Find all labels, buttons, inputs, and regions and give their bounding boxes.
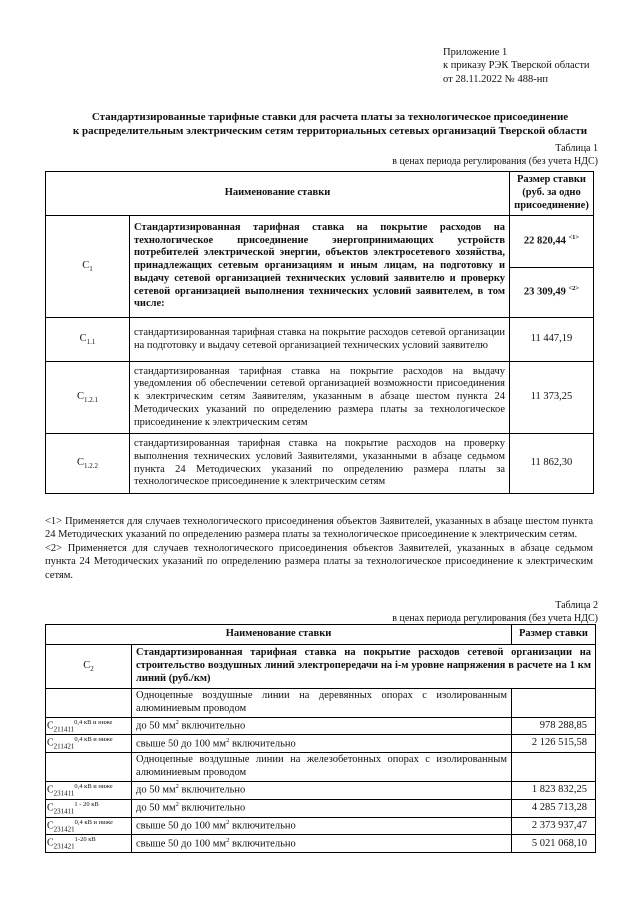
rate-name: свыше 50 до 100 $мм^2$ включительно <box>132 817 512 835</box>
rate-value: 22 820,44 $^{<1>}$ <box>510 216 594 268</box>
footnote: <2> Применяется для случаев технологического присоединения объектов Заявителей, указанных в абзаце седьмом пункта 24 Методических указаний по определению размера платы за технологическое присоединение к электрическим сетям. <box>45 542 593 581</box>
table2-header-size: Размер ставки <box>512 625 596 645</box>
rate-code: $С_{231421}^{0,4 кВ и ниже}$ <box>46 817 132 835</box>
rate-value: 11 373,25 <box>510 362 594 434</box>
table-row <box>46 735 596 753</box>
table-row <box>46 434 594 494</box>
rate-name: стандартизированная тарифная ставка на покрытие расходов сетевой организации на подготовку и выдачу сетевой организацией технических условий заявителю <box>130 318 510 362</box>
table2-period: в ценах периода регулирования (без учета НДС) <box>392 612 598 624</box>
rate-value: 5 021 068,10 <box>512 835 596 853</box>
table-row <box>46 835 596 853</box>
table1-label: Таблица 1 <box>555 143 598 154</box>
title-line: к распределительным электрическим сетям территориальных сетевых организаций Тверской области <box>72 125 588 138</box>
rate-value: 11 447,19 <box>510 318 594 362</box>
rate-code: $С_{211411}^{0,4 кВ и ниже}$ <box>46 717 132 735</box>
rate-value: 2 126 515,58 <box>512 735 596 753</box>
appendix-line: к приказу РЭК Тверской области <box>443 60 590 72</box>
rate-code: $С_{211421}^{0,4 кВ и ниже}$ <box>46 735 132 753</box>
rate-code: $С_{231411}^{0,4 кВ и ниже}$ <box>46 781 132 799</box>
table1 <box>45 171 594 494</box>
rate-name: свыше 50 до 100 $мм^2$ включительно <box>132 835 512 853</box>
rate-code: $С_{1.2.1}$ <box>46 362 130 434</box>
rate-value: 2 373 937,47 <box>512 817 596 835</box>
appendix-line: Приложение 1 <box>443 47 508 58</box>
rate-name: Стандартизированная тарифная ставка на покрытие расходов сетевой организации на строительство воздушных линий электропередачи на i-м уровне напряжения в расчете на 1 км линий (руб./км) <box>132 645 596 689</box>
appendix-line: от 28.11.2022 № 488-нп <box>443 73 548 85</box>
rate-name: стандартизированная тарифная ставка на покрытие расходов на проверку выполнения технических условий Заявителями, указанными в абзаце седьмом пункта 24 Методических указаний по определению размера платы за технологическое присоединение к электрическим сетям <box>130 434 510 494</box>
rate-code: $С_{1.2.2}$ <box>46 434 130 494</box>
document-title <box>40 110 620 139</box>
rate-value: 1 823 832,25 <box>512 781 596 799</box>
rate-name: до 50 $мм^2$ включительно <box>132 799 512 817</box>
table-row <box>46 817 596 835</box>
table-row <box>46 318 594 362</box>
footnote-ref: <2> <box>568 285 580 293</box>
table2-caption <box>392 600 598 625</box>
table-row <box>46 717 596 735</box>
rate-code: $С_{231411}^{1 - 20 кВ}$ <box>46 799 132 817</box>
table1-period: в ценах периода регулирования (без учета НДС) <box>392 155 598 167</box>
rate-value: 11 862,30 <box>510 434 594 494</box>
table2-header-name: Наименование ставки <box>46 625 512 645</box>
rate-name: стандартизированная тарифная ставка на покрытие расходов на выдачу уведомления об обеспечении сетевой организацией возможности присоединения к электрическим сетям Заявителям, указанным в абзаце шестом пункта 24 Методических указаний по определению размера платы за технологическое присоединение к электрическим сетям <box>130 362 510 434</box>
footnotes <box>45 515 593 582</box>
footnote-ref: <1> <box>568 234 580 242</box>
table-row <box>46 799 596 817</box>
group-name: Одноцепные воздушные линии на железобетонных опорах с изолированным алюминиевым проводом <box>132 753 512 782</box>
rate-code: $С_2$ <box>46 645 132 689</box>
rate-code: $С_{1.1}$ <box>46 318 130 362</box>
rate-value: 23 309,49 $^{<2>}$ <box>510 268 594 318</box>
table1-header-size: Размер ставки (руб. за одно присоединение) <box>510 172 594 216</box>
table2-label: Таблица 2 <box>555 600 598 611</box>
table2 <box>45 624 596 853</box>
rate-name: до 50 $мм^2$ включительно <box>132 781 512 799</box>
rate-name: свыше 50 до 100 $мм^2$ включительно <box>132 735 512 753</box>
table-row <box>46 781 596 799</box>
rate-name: Стандартизированная тарифная ставка на покрытие расходов на технологическое присоединение энергопринимающих устройств потребителей электрической энергии, объектов электросетевого хозяйства, принадлежащих сетевым организациям и иным лицам, на подготовку и выдачу сетевой организацией технических условий заявителю и проверку сетевой организацией выполнения технических условий заявителем, в том числе: <box>130 216 510 318</box>
group-name: Одноцепные воздушные линии на деревянных опорах с изолированным алюминиевым проводом <box>132 689 512 718</box>
rate-code: $С_1$ <box>46 216 130 318</box>
appendix-header <box>443 46 633 86</box>
table1-header-name: Наименование ставки <box>46 172 510 216</box>
rate-value: 4 285 713,28 <box>512 799 596 817</box>
table1-caption <box>392 143 598 168</box>
rate-code: $С_{231421}^{1-20 кВ}$ <box>46 835 132 853</box>
rate-name: до 50 $мм^2$ включительно <box>132 717 512 735</box>
title-line: Стандартизированные тарифные ставки для расчета платы за технологическое присоединение <box>91 111 569 123</box>
table-row <box>46 362 594 434</box>
footnote: <1> Применяется для случаев технологического присоединения объектов Заявителей, указанных в абзаце шестом пункта 24 Методических указаний по определению размера платы за технологическое присоединение к электрическим сетям. <box>45 516 593 541</box>
rate-value: 978 288,85 <box>512 717 596 735</box>
